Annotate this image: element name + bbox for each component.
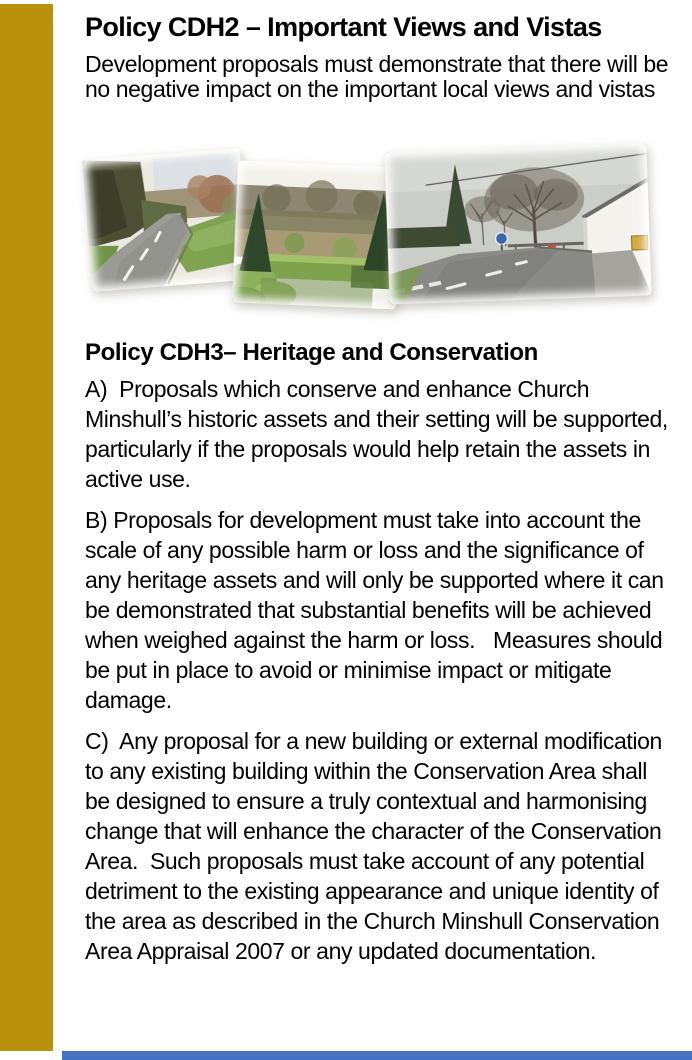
policy-cdh3-paragraph-b: B) Proposals for development must take into account the scale of any possible harm or loss and the significance of any heritage assets and will only be supported where it can be demonstrated that substantial benefits will be achieved when weighed against the harm or loss. Measures should be put in place to avoid or minimise impact or mitigate damage. <box>85 507 670 713</box>
policy-cdh3-paragraph-a: A) Proposals which conserve and enhance Church Minshull’s historic assets and their setting will be supported, particularly if the proposals would help retain the assets in active use. <box>85 376 674 492</box>
village-street-photo <box>384 143 651 304</box>
policy-cdh2-body: Development proposals must demonstrate that there will be no negative impact on the important local views and vistas <box>85 51 675 102</box>
left-accent-bar <box>0 4 53 1051</box>
policy-cdh3-title: Policy CDH3– Heritage and Conservation <box>85 339 538 366</box>
bottom-divider-bar <box>62 1051 692 1060</box>
village-street-image <box>384 143 651 304</box>
country-lane-image <box>82 148 250 292</box>
policy-cdh3-body <box>85 374 677 977</box>
policy-cdh3-paragraph-c: C) Any proposal for a new building or external modification to any existing building within the Conservation Area shall be designed to ensure a truly contextual and harmonising change that will enhance the character of the Conservation Area. Such proposals must take account of any potential detriment to the existing appearance and unique identity of the area as described in the Church Minshull Conservation Area Appraisal 2007 or any updated documentation. <box>85 728 668 964</box>
policy-cdh2-title: Policy CDH2 – Important Views and Vistas <box>85 12 602 42</box>
country-lane-photo <box>82 148 250 292</box>
hedgerow-view-photo <box>232 160 402 309</box>
hedgerow-view-image <box>232 160 402 309</box>
photo-collage <box>85 147 679 315</box>
